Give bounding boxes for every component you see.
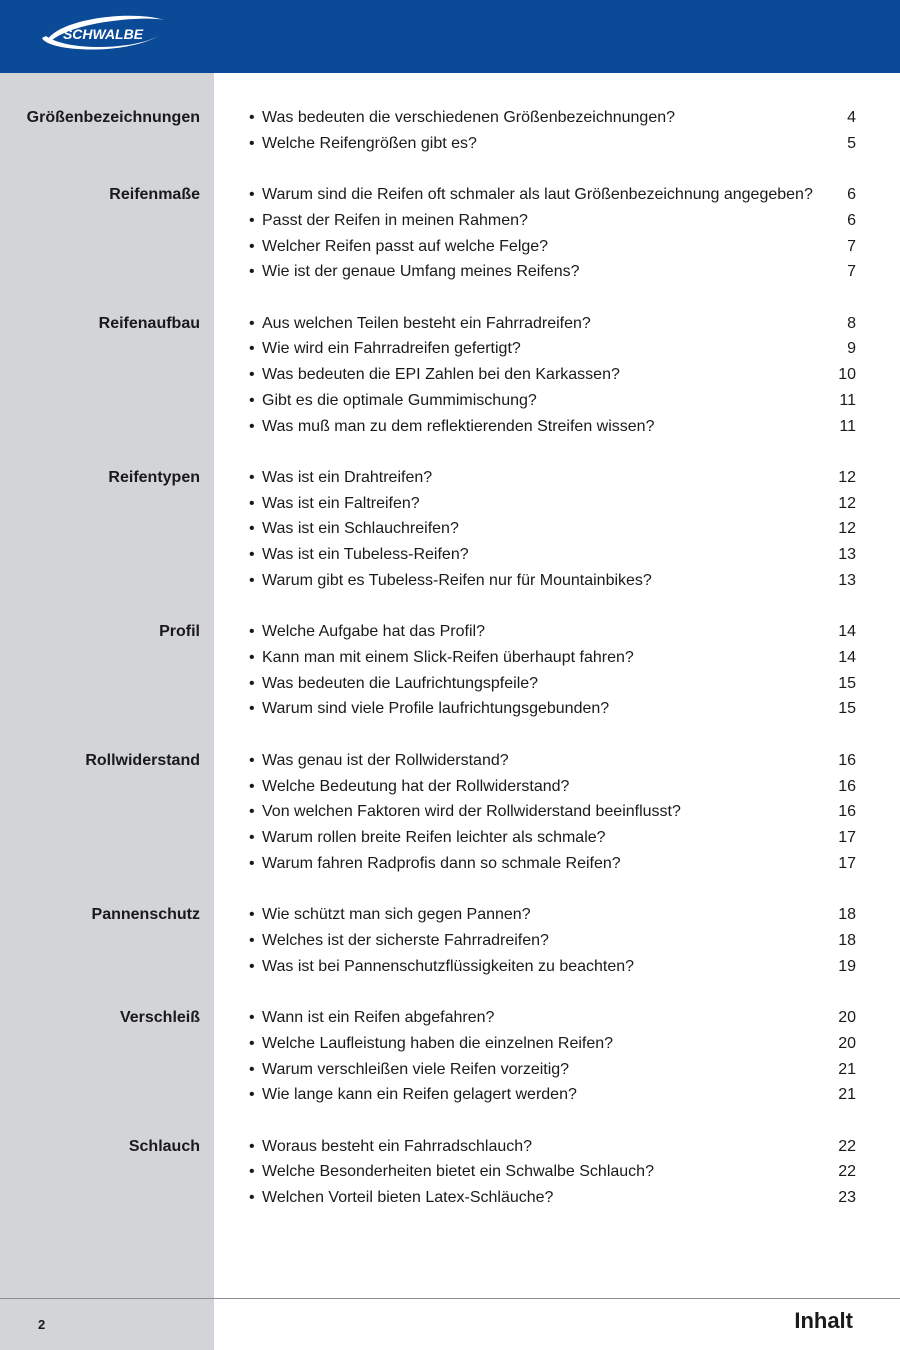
section-title: Reifenaufbau [98, 314, 200, 332]
toc-entry [249, 362, 856, 388]
footer-title: Inhalt [794, 1308, 853, 1333]
bullet-icon: • [249, 134, 255, 152]
bullet-icon: • [249, 777, 255, 795]
entry-question: Was ist ein Drahtreifen? [262, 469, 433, 487]
section-items [249, 902, 856, 979]
toc-entry [249, 1057, 856, 1083]
bullet-icon: • [249, 546, 255, 564]
entry-page-number: 20 [838, 1034, 856, 1052]
entry-question: Was bedeuten die EPI Zahlen bei den Karkassen? [262, 366, 620, 384]
entry-page-number: 18 [838, 906, 856, 924]
toc-entry [249, 182, 856, 208]
bullet-icon: • [249, 314, 255, 332]
toc-entry [249, 928, 856, 954]
bullet-icon: • [249, 366, 255, 384]
entry-question: Was muß man zu dem reflektierenden Streifen wissen? [262, 417, 655, 435]
schwalbe-logo-icon [38, 12, 168, 54]
entry-question: Was ist ein Schlauchreifen? [262, 520, 459, 538]
entry-question: Passt der Reifen in meinen Rahmen? [262, 211, 528, 229]
entry-question: Welche Aufgabe hat das Profil? [262, 623, 485, 641]
entry-page-number: 14 [838, 623, 856, 641]
toc-entry [249, 696, 856, 722]
entry-question: Wie wird ein Fahrradreifen gefertigt? [262, 340, 521, 358]
brand-name: SCHWALBE [62, 26, 144, 42]
entry-page-number: 21 [838, 1060, 856, 1078]
toc-entry [249, 568, 856, 594]
entry-page-number: 17 [838, 854, 856, 872]
entry-question: Warum sind die Reifen oft schmaler als laut Größenbezeichnung angegeben? [262, 186, 813, 204]
toc-entry [249, 1159, 856, 1185]
entry-question: Was ist ein Tubeless-Reifen? [262, 546, 469, 564]
section-title: Rollwiderstand [85, 752, 200, 769]
toc-entry [249, 542, 856, 568]
bullet-icon: • [249, 906, 255, 924]
bullet-icon: • [249, 623, 255, 641]
bullet-icon: • [249, 211, 255, 229]
page-header [0, 0, 900, 73]
toc-entry [249, 825, 856, 851]
entry-page-number: 20 [838, 1009, 856, 1027]
entry-page-number: 15 [838, 674, 856, 692]
bullet-icon: • [249, 957, 255, 975]
toc-entry [249, 748, 856, 774]
entry-page-number: 4 [847, 109, 856, 126]
entry-question: Wie lange kann ein Reifen gelagert werden? [262, 1086, 577, 1104]
toc-entry [249, 311, 856, 337]
bullet-icon: • [249, 649, 255, 667]
toc-entry [249, 491, 856, 517]
bullet-icon: • [249, 829, 255, 847]
entry-page-number: 12 [838, 520, 856, 538]
entry-page-number: 8 [847, 314, 856, 332]
entry-question: Warum verschleißen viele Reifen vorzeitig? [262, 1060, 570, 1078]
entry-question: Was genau ist der Rollwiderstand? [262, 752, 509, 769]
toc-entry [249, 516, 856, 542]
entry-page-number: 16 [838, 777, 856, 795]
section-items [249, 105, 856, 156]
section-title: Größenbezeichnungen [26, 109, 200, 126]
entry-page-number: 6 [847, 186, 856, 204]
entry-question: Welche Besonderheiten bietet ein Schwalbe Schlauch? [262, 1163, 654, 1181]
entry-page-number: 18 [838, 931, 856, 949]
entry-page-number: 5 [847, 134, 856, 152]
toc-entry [249, 414, 856, 440]
toc-entry [249, 1185, 856, 1211]
section-items [249, 1005, 856, 1108]
toc-entry [249, 1031, 856, 1057]
bullet-icon: • [249, 391, 255, 409]
entry-page-number: 16 [838, 752, 856, 769]
toc-entry [249, 619, 856, 645]
entry-page-number: 17 [838, 829, 856, 847]
entry-question: Warum fahren Radprofis dann so schmale Reifen? [262, 854, 621, 872]
entry-question: Welche Bedeutung hat der Rollwiderstand? [262, 777, 570, 795]
entry-question: Was ist bei Pannenschutzflüssigkeiten zu beachten? [262, 957, 635, 975]
entry-page-number: 12 [838, 494, 856, 512]
entry-question: Was bedeuten die Laufrichtungspfeile? [262, 674, 539, 692]
entry-page-number: 6 [847, 211, 856, 229]
bullet-icon: • [249, 1060, 255, 1078]
entry-page-number: 21 [838, 1086, 856, 1104]
bullet-icon: • [249, 469, 255, 487]
toc-entry [249, 208, 856, 234]
footer-divider [0, 1298, 900, 1299]
bullet-icon: • [249, 571, 255, 589]
toc-entry [249, 851, 856, 877]
toc-entry [249, 259, 856, 285]
entry-page-number: 11 [839, 391, 856, 409]
entry-question: Warum gibt es Tubeless-Reifen nur für Mountainbikes? [262, 571, 652, 589]
section-title: Schlauch [128, 1137, 200, 1155]
entry-page-number: 16 [838, 803, 856, 821]
entry-question: Wie ist der genaue Umfang meines Reifens? [262, 263, 580, 281]
entry-question: Welcher Reifen passt auf welche Felge? [262, 237, 549, 255]
bullet-icon: • [249, 520, 255, 538]
bullet-icon: • [249, 1163, 255, 1181]
section-title: Verschleiß [119, 1009, 200, 1027]
entry-question: Welches ist der sicherste Fahrradreifen? [262, 931, 549, 949]
entry-page-number: 13 [838, 571, 856, 589]
entry-page-number: 7 [847, 237, 856, 255]
bullet-icon: • [249, 1009, 255, 1027]
entry-question: Wie schützt man sich gegen Pannen? [262, 906, 531, 924]
bullet-icon: • [249, 674, 255, 692]
entry-page-number: 22 [838, 1137, 856, 1155]
section-title: Reifentypen [108, 469, 200, 487]
toc-entry [249, 774, 856, 800]
entry-question: Was bedeuten die verschiedenen Größenbezeichnungen? [262, 109, 676, 126]
entry-page-number: 9 [847, 340, 856, 358]
bullet-icon: • [249, 1086, 255, 1104]
toc-entry [249, 799, 856, 825]
entry-question: Welche Laufleistung haben die einzelnen Reifen? [262, 1034, 614, 1052]
entry-page-number: 19 [838, 957, 856, 975]
section-title: Profil [159, 623, 200, 641]
toc-entry [249, 1134, 856, 1160]
bullet-icon: • [249, 931, 255, 949]
entry-page-number: 11 [839, 417, 856, 435]
bullet-icon: • [249, 752, 255, 769]
section-items [249, 1134, 856, 1211]
toc-entry [249, 902, 856, 928]
bullet-icon: • [249, 854, 255, 872]
section-title: Pannenschutz [91, 906, 200, 924]
entry-question: Warum sind viele Profile laufrichtungsgebunden? [262, 700, 610, 718]
toc-entry [249, 1005, 856, 1031]
bullet-icon: • [249, 417, 255, 435]
bullet-icon: • [249, 263, 255, 281]
bullet-icon: • [249, 1034, 255, 1052]
entry-question: Woraus besteht ein Fahrradschlauch? [262, 1137, 533, 1155]
toc-entry [249, 1082, 856, 1108]
bullet-icon: • [249, 803, 255, 821]
section-items [249, 619, 856, 722]
section-items [249, 748, 856, 876]
bullet-icon: • [249, 700, 255, 718]
toc-entry [249, 645, 856, 671]
bullet-icon: • [249, 340, 255, 358]
page-number: 2 [38, 1317, 46, 1332]
entry-page-number: 15 [838, 700, 856, 718]
bullet-icon: • [249, 1137, 255, 1155]
entry-page-number: 10 [838, 366, 856, 384]
toc-entry [249, 336, 856, 362]
entry-page-number: 22 [838, 1163, 856, 1181]
section-items [249, 311, 856, 439]
toc-entry [249, 388, 856, 414]
entry-question: Warum rollen breite Reifen leichter als schmale? [262, 829, 606, 847]
toc-entry [249, 131, 856, 157]
toc-entry [249, 671, 856, 697]
entry-question: Aus welchen Teilen besteht ein Fahrradreifen? [262, 314, 591, 332]
bullet-icon: • [249, 109, 255, 126]
entry-question: Kann man mit einem Slick-Reifen überhaupt fahren? [262, 649, 634, 667]
bullet-icon: • [249, 237, 255, 255]
entry-page-number: 14 [838, 649, 856, 667]
toc-entry [249, 105, 856, 131]
section-items [249, 465, 856, 593]
toc-entry [249, 465, 856, 491]
entry-question: Von welchen Faktoren wird der Rollwiderstand beeinflusst? [262, 803, 681, 821]
entry-question: Welchen Vorteil bieten Latex-Schläuche? [262, 1189, 554, 1207]
toc-entry [249, 234, 856, 260]
bullet-icon: • [249, 494, 255, 512]
entry-question: Welche Reifengrößen gibt es? [262, 134, 477, 152]
toc-entry [249, 954, 856, 980]
section-items [249, 182, 856, 285]
entry-question: Wann ist ein Reifen abgefahren? [262, 1009, 495, 1027]
entry-page-number: 23 [838, 1189, 856, 1207]
entry-page-number: 7 [847, 263, 856, 281]
section-title: Reifenmaße [109, 186, 200, 204]
entry-question: Was ist ein Faltreifen? [262, 494, 420, 512]
entry-question: Gibt es die optimale Gummimischung? [262, 391, 537, 409]
bullet-icon: • [249, 186, 255, 204]
entry-page-number: 13 [838, 546, 856, 564]
entry-page-number: 12 [838, 469, 856, 487]
bullet-icon: • [249, 1189, 255, 1207]
